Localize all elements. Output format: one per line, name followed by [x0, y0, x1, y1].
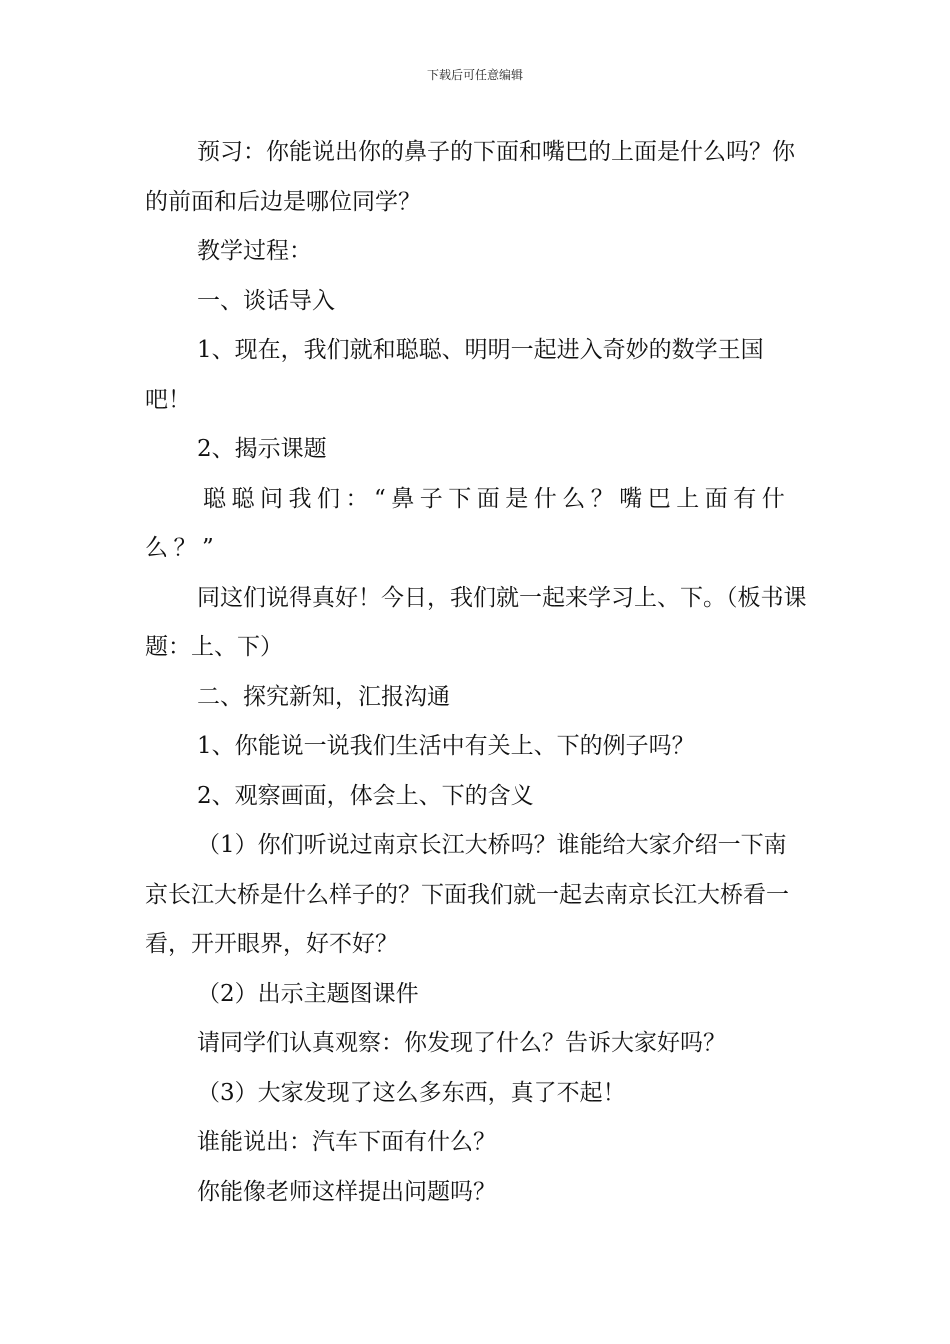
document-body — [145, 128, 807, 1217]
paragraph-section-1-heading: 一、谈话导入 — [197, 287, 335, 314]
paragraph-praise: 同这们说得真好！今日，我们就一起来学习上、下。（板书课题：上、下） — [145, 584, 807, 660]
paragraph-item-2: 2、揭示课题 — [197, 436, 327, 462]
page-header-note: 下载后可任意编辑 — [426, 68, 523, 82]
paragraph-bridge: （1）你们听说过南京长江大桥吗？谁能给大家介绍一下南京长江大桥是什么样子的？下面我们就一起去南京长江大桥看一看，开开眼界，好不好？ — [145, 832, 789, 957]
paragraph-section-2-heading: 二、探究新知，汇报沟通 — [197, 683, 450, 710]
paragraph-process-heading: 教学过程： — [197, 238, 312, 264]
paragraph-item-1: 1、现在，我们就和聪聪、明明一起进入奇妙的数学王国吧！ — [145, 337, 764, 413]
paragraph-observe-prompt: 请同学们认真观察：你发现了什么？告诉大家好吗？ — [197, 1030, 726, 1056]
paragraph-discovery: （3）大家发现了这么多东西，真了不起！ — [197, 1079, 626, 1106]
paragraph-car-question: 谁能说出：汽车下面有什么？ — [197, 1129, 496, 1155]
paragraph-ask-question: 你能像老师这样提出问题吗？ — [197, 1178, 496, 1205]
paragraph-show-picture: （2）出示主题图课件 — [197, 980, 419, 1007]
paragraph-preview: 预习：你能说出你的鼻子的下面和嘴巴的上面是什么吗？你的前面和后边是哪位同学？ — [145, 139, 795, 215]
paragraph-question: 聪聪问我们：“鼻子下面是什么？嘴巴上面有什么？” — [145, 485, 791, 561]
paragraph-item-observe: 2、观察画面，体会上、下的含义 — [197, 782, 534, 809]
paragraph-item-examples: 1、你能说一说我们生活中有关上、下的例子吗？ — [197, 733, 695, 759]
